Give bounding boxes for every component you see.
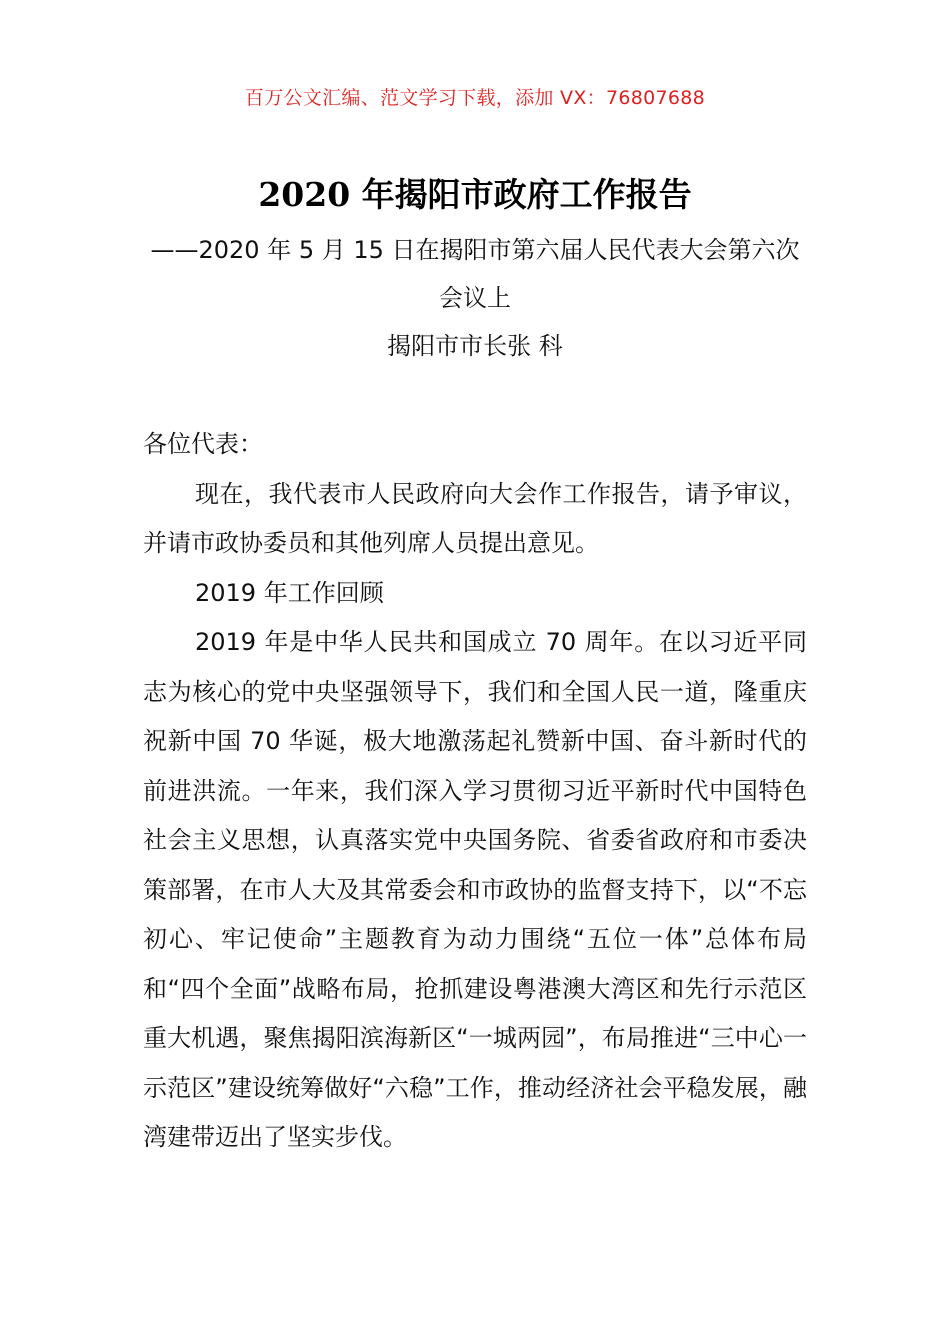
- document-subtitle: ——2020 年 5 月 15 日在揭阳市第六届人民代表大会第六次会议上: [150, 236, 800, 312]
- document-title: 2020 年揭阳市政府工作报告: [258, 175, 692, 214]
- paragraph-intro: 现在，我代表市人民政府向大会作工作报告，请予审议，并请市政协委员和其他列席人员提出意见。: [143, 479, 807, 557]
- document-author: 揭阳市市长张 科: [387, 332, 563, 360]
- section-heading: 2019 年工作回顾: [195, 578, 384, 607]
- watermark-header: 百万公文汇编、范文学习下载，添加 VX：76807688: [244, 87, 706, 109]
- paragraph-review: 2019 年是中华人民共和国成立 70 周年。在以习近平同志为核心的党中央坚强领导下，我们和全国人民一道，隆重庆祝新中国 70 华诞，极大地激荡起礼赞新中国、奋斗新时代的前进洪流。一年来，我们深入学习贯彻习近平新时代中国特色社会主义思想，认真落实党中央国务院、省委省政府和市委决策部署，在市人大及其常委会和市政协的监督支持下，以“不忘初心、牢记使命”主题教育为动力围绕“五位一体”总体布局和“四个全面”战略布局，抢抓建设粤港澳大湾区和先行示范区重大机遇，聚焦揭阳滨海新区“一城两园”，布局推进“三中心一示范区”建设统筹做好“六稳”工作，推动经济社会平稳发展，融湾建带迈出了坚实步伐。: [143, 628, 807, 1151]
- document-body: [143, 420, 807, 1163]
- salutation: 各位代表：: [143, 430, 263, 458]
